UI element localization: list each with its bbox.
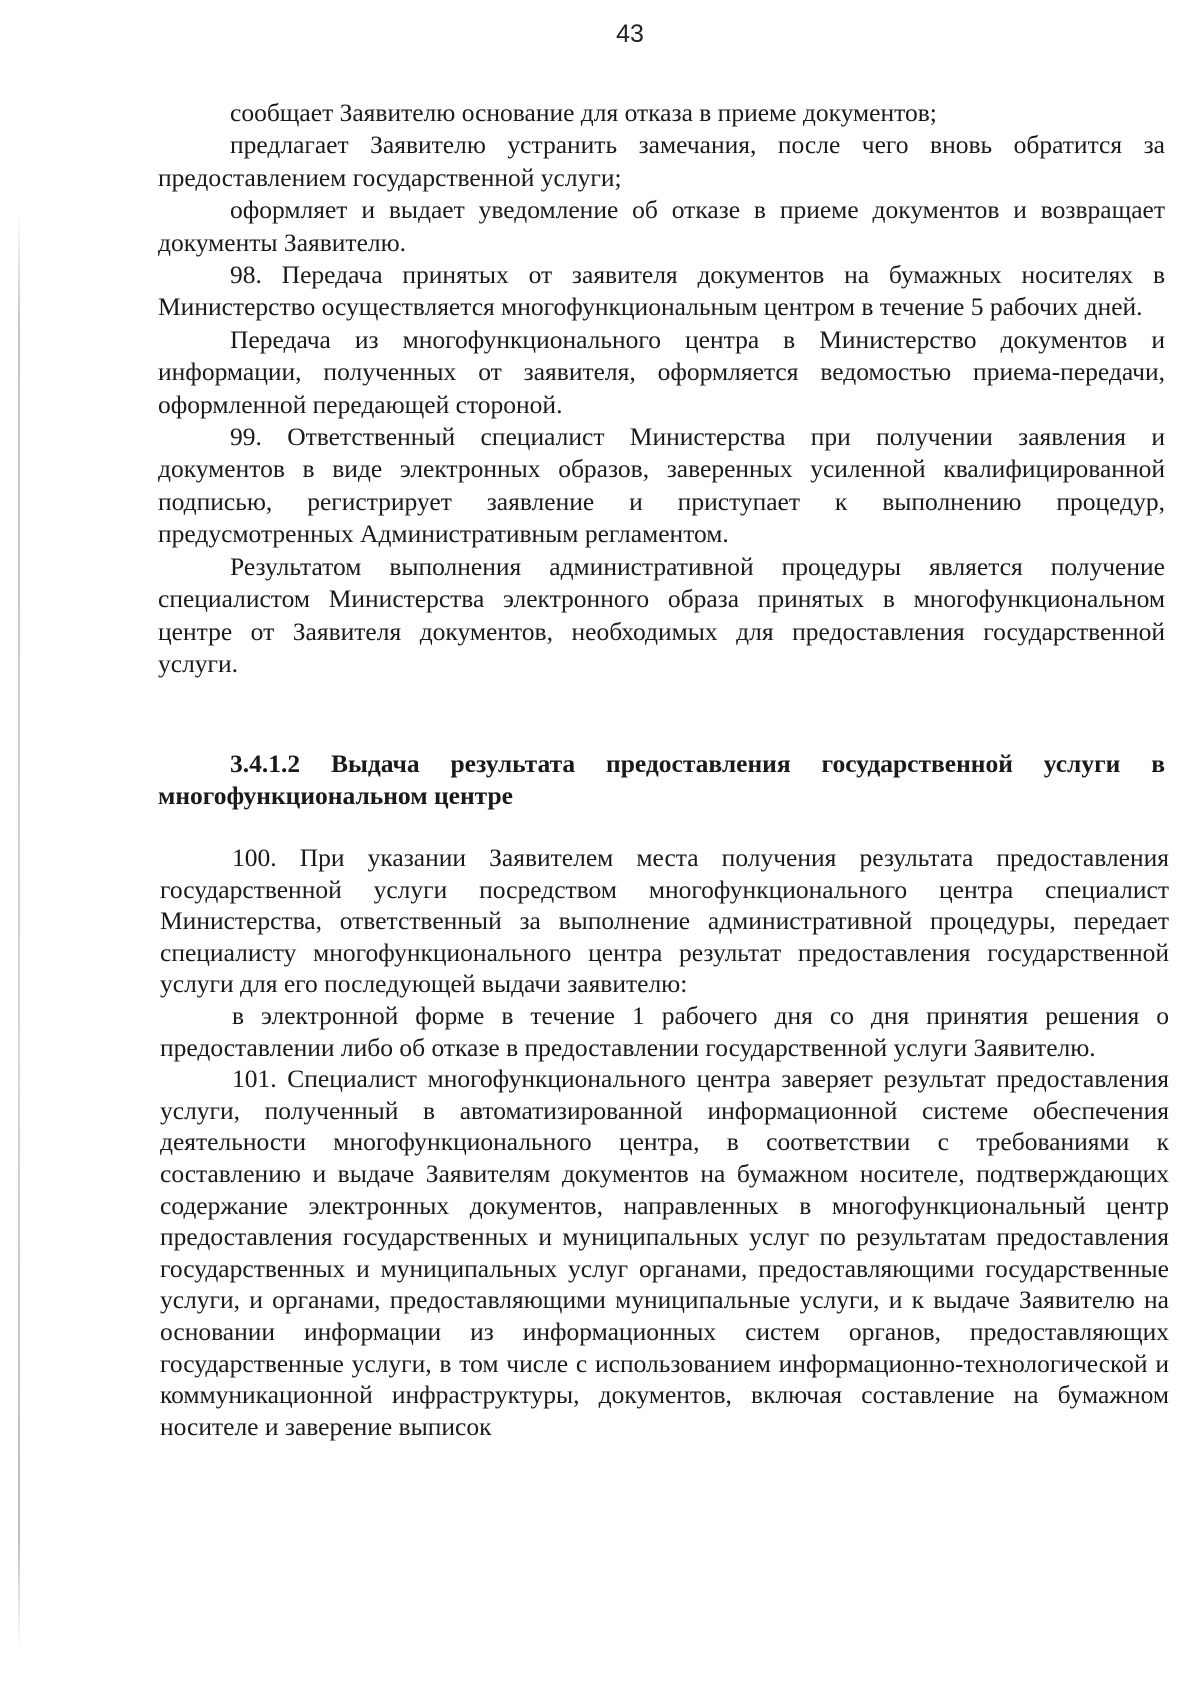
- scan-edge-shadow: [18, 210, 20, 1650]
- paragraph: оформляет и выдает уведомление об отказе в приеме документов и возвращает документы Заявителю.: [158, 195, 1165, 257]
- paragraph: в электронной форме в течение 1 рабочего дня со дня принятия решения о предоставлении либо об отказе в предоставлении государственной услуги Заявителю.: [160, 1000, 1169, 1062]
- paragraph-101: 101. Специалист многофункционального центра заверяет результат предоставления услуги, полученный в автоматизированной информационной системе обеспечения деятельности многофункционального центра, в соответствии с требованиями к составлению и выдаче Заявителям документов на бумажном носителе, подтверждающих содержание электронных документов, направленных в многофункциональный центр предоставления государственных и муниципальных услуг по результатам предоставления государственных и муниципальных услуг органами, предоставляющими государственные услуги, и органами, предоставляющими муниципальные услуги, и к выдаче Заявителю на основании информации из информационных систем органов, предоставляющих государственные услуги, в том числе с использованием информационно-технологической и коммуникационной инфраструктуры, документов, включая составление на бумажном носителе и заверение выписок: [160, 1064, 1169, 1441]
- section-heading: 3.4.1.2 Выдача результата предоставления государственной услуги в многофункциональном центре: [158, 749, 1165, 811]
- paragraph-100: 100. При указании Заявителем места получения результата предоставления государственной услуги посредством многофункционального центра специалист Министерства, ответственный за выполнение административной процедуры, передает специалисту многофункционального центра результат предоставления государственной услуги для его последующей выдачи заявителю:: [160, 843, 1169, 999]
- paragraph-99: 99. Ответственный специалист Министерства при получении заявления и документов в виде электронных образов, заверенных усиленной квалифицированной подписью, регистрирует заявление и приступает к выполнению процедур, предусмотренных Административным регламентом.: [158, 422, 1165, 549]
- text-block-bottom: [160, 842, 1169, 1442]
- page-number: 43: [616, 20, 644, 48]
- text-block-top: [158, 97, 1165, 680]
- paragraph: сообщает Заявителю основание для отказа в приеме документов;: [230, 98, 937, 127]
- paragraph: Результатом выполнения административной процедуры является получение специалистом Министерства электронного образа принятых в многофункциональном центре от Заявителя документов, необходимых для предоставления государственной услуги.: [158, 551, 1165, 678]
- paragraph-98: 98. Передача принятых от заявителя документов на бумажных носителях в Министерство осуществляется многофункциональным центром в течение 5 рабочих дней.: [158, 260, 1165, 322]
- paragraph: предлагает Заявителю устранить замечания, после чего вновь обратится за предоставлением государственной услуги;: [158, 130, 1165, 192]
- paragraph: Передача из многофункционального центра в Министерство документов и информации, полученных от заявителя, оформляется ведомостью приема-передачи, оформленной передающей стороной.: [158, 324, 1165, 419]
